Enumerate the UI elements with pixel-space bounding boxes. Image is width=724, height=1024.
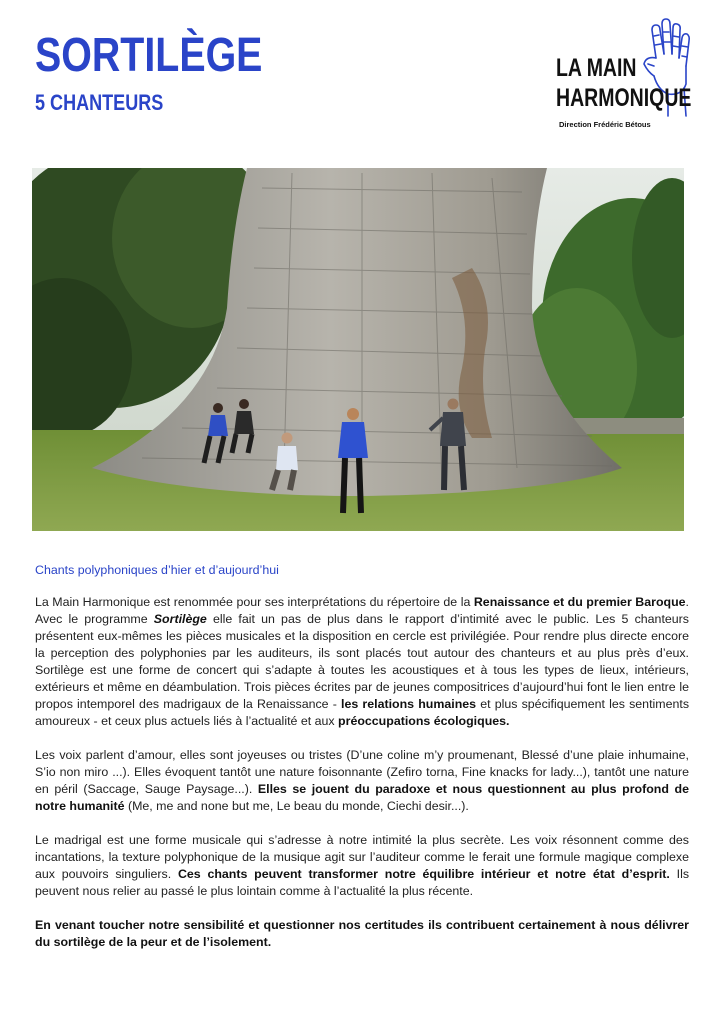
bold-text: les relations humaines bbox=[341, 697, 477, 711]
paragraph bbox=[35, 747, 689, 815]
paragraph bbox=[35, 594, 689, 730]
section-title: Chants polyphoniques d’hier et d’aujourd’hui bbox=[35, 563, 279, 577]
text-run: . Avec le programme bbox=[35, 595, 689, 626]
bold-text: Ces chants peuvent transformer notre équilibre intérieur et notre état d’esprit. bbox=[177, 867, 670, 881]
body-text bbox=[35, 562, 689, 968]
bold-text: Sortilège bbox=[153, 612, 207, 626]
page-subtitle: 5 CHANTEURS bbox=[35, 90, 164, 115]
logo-text-line1: LA MAIN bbox=[556, 54, 637, 82]
text-run: Ils peuvent nous relier au passé le plus lointain comme à l’actualité la plus récente. bbox=[35, 867, 690, 898]
text-run: Le madrigal est une forme musicale qui s’adresse à notre intimité la plus secrète. Les voix résonnent comme des incantations, la texture polyphonique de la musique agit sur l’auditeur comme le ferait une formule magique complexe aux pouvoirs singuliers. bbox=[35, 833, 689, 881]
page-title: SORTILÈGE bbox=[35, 29, 263, 82]
logo-text-line2: HARMONIQUE bbox=[556, 84, 692, 112]
logo-direction: Direction Frédéric Bétous bbox=[559, 120, 651, 129]
text-run: La Main Harmonique est renommée pour ses interprétations du répertoire de la bbox=[35, 595, 474, 609]
bold-text: préoccupations écologiques. bbox=[338, 714, 510, 728]
text-run: Les voix parlent d’amour, elles sont joyeuses ou tristes (D’une coline m’y proumenant, Blessé d’une plaie inhumaine, S’io non miro ...). Elles évoquent tantôt une nature foisonnante (Zefiro torna, Fine knacks for lady...), tantôt une nature en péril (Saccage, Sauge Paysage...). bbox=[35, 748, 689, 796]
bold-text: Elles se jouent du paradoxe et nous questionnent au plus profond de notre humanité bbox=[35, 782, 689, 813]
paragraph bbox=[35, 832, 689, 900]
text-run: elle fait un pas de plus dans le rapport d’intimité avec le public. Les 5 chanteurs présentent eux-mêmes les pièces musicales et la disposition en cercle est privilégiée. Pour rendre plus directe encore la perception des polyphonies par les auditeurs, ils sont placés tout autour des chanteurs et au plus près d’eux. Sortilège est une forme de concert qui s’adapte à toutes les acoustiques et à tous les types de lieux, intérieurs, extérieurs et même en déambulation. Trois pièces écrites par de jeunes compositrices d’aujourd’hui font le lien entre le propos intemporel des madrigaux de la Renaissance - bbox=[35, 612, 689, 711]
ensemble-photo bbox=[32, 168, 684, 531]
text-run: et plus spécifiquement les sentiments amoureux - et ceux plus actuels liés à l’actualité et aux bbox=[35, 697, 690, 728]
bold-text: En venant toucher notre sensibilité et questionner nos certitudes ils contribuent certainement à nous délivrer du sortilège de la peur et de l’isolement. bbox=[35, 918, 689, 949]
ensemble-logo bbox=[556, 18, 696, 133]
text-run: (Me, me and none but me, Le beau du monde, Ciechi desir...). bbox=[124, 799, 469, 813]
paragraph bbox=[35, 917, 689, 951]
bold-text: Renaissance et du premier Baroque bbox=[473, 595, 686, 609]
